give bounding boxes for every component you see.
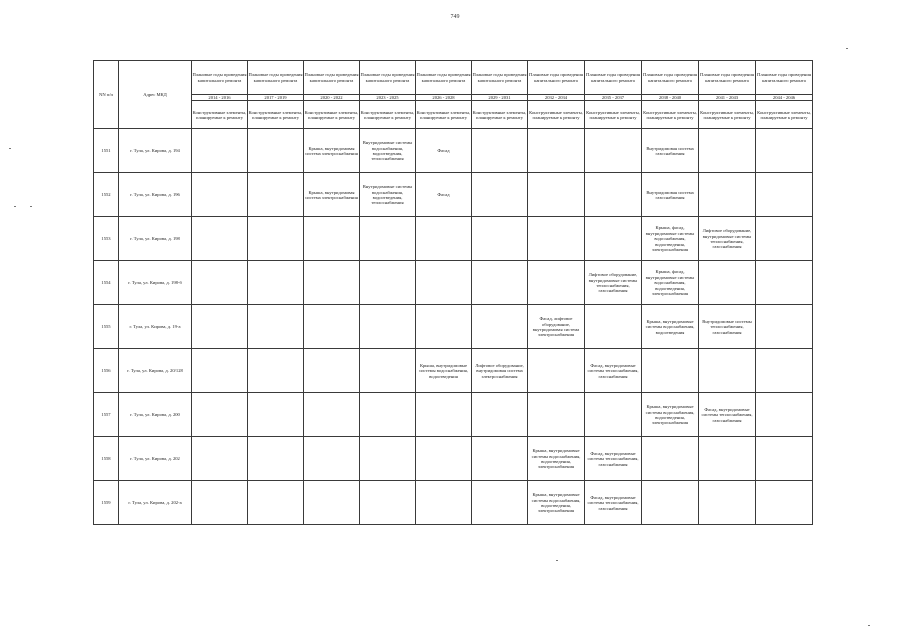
repair-elements-cell <box>304 261 360 305</box>
repair-elements-cell <box>472 393 528 437</box>
header-years: 2032 - 2034 <box>528 95 585 101</box>
repair-elements-cell <box>248 305 304 349</box>
repair-elements-cell: Крыша, внутридомовые системы водоснабжения, водоотведения, электроснабжения <box>528 437 585 481</box>
repair-elements-cell <box>472 173 528 217</box>
repair-elements-cell <box>192 217 248 261</box>
repair-elements-cell <box>699 129 756 173</box>
repair-elements-cell <box>248 261 304 305</box>
header-element-label: Конструктивные элементы, планируемые к ремонту <box>528 101 585 129</box>
repair-elements-cell: Внутридомовые системы водоснабжения, водоотведения, теплоснабжения <box>360 173 416 217</box>
repair-elements-cell: Лифтовое оборудование, внутридомовая система электроснабжения <box>472 349 528 393</box>
table-row <box>94 393 813 437</box>
repair-elements-cell <box>360 261 416 305</box>
repair-elements-cell <box>756 349 813 393</box>
repair-elements-cell <box>304 393 360 437</box>
repair-elements-cell: Фасад, внутридомовые системы теплоснабжения, газоснабжения <box>585 437 642 481</box>
header-period-title: Плановые годы проведения капитального ремонта <box>192 61 248 95</box>
repair-elements-cell <box>756 393 813 437</box>
repair-elements-cell <box>699 261 756 305</box>
repair-elements-cell: Внутридомовые системы теплоснабжения, газоснабжения <box>699 305 756 349</box>
repair-elements-cell <box>528 173 585 217</box>
repair-elements-cell: Внутридомовые системы водоснабжения, водоотведения, теплоснабжения <box>360 129 416 173</box>
repair-elements-cell <box>472 129 528 173</box>
header-period-title: Плановые годы проведения капитального ремонта <box>416 61 472 95</box>
row-number: 1553 <box>94 217 119 261</box>
repair-elements-cell: Крыша, внутридомовые системы водоснабжения, водоотведения, электроснабжения <box>528 481 585 525</box>
repair-elements-cell <box>642 481 699 525</box>
scan-speck <box>14 206 16 207</box>
repair-elements-cell <box>360 217 416 261</box>
repair-elements-cell <box>585 393 642 437</box>
repair-elements-cell <box>699 481 756 525</box>
header-element-label: Конструктивные элементы, планируемые к ремонту <box>360 101 416 129</box>
repair-elements-cell <box>304 217 360 261</box>
repair-elements-cell <box>528 129 585 173</box>
row-address: г. Тула, ул. Кирова, д. 198-б <box>119 261 192 305</box>
repair-elements-cell: Фасад <box>416 173 472 217</box>
header-years: 2020 - 2022 <box>304 95 360 101</box>
table-row <box>94 217 813 261</box>
header-period-title: Плановые годы проведения капитального ремонта <box>360 61 416 95</box>
repair-elements-cell <box>416 261 472 305</box>
repair-elements-cell <box>472 261 528 305</box>
header-element-label: Конструктивные элементы, планируемые к ремонту <box>192 101 248 129</box>
scan-speck <box>868 625 870 626</box>
repair-elements-cell <box>192 173 248 217</box>
repair-elements-cell <box>360 437 416 481</box>
repair-elements-cell <box>585 217 642 261</box>
scan-speck <box>9 148 11 149</box>
repair-elements-cell <box>756 173 813 217</box>
header-period-title: Плановые годы проведения капитального ремонта <box>585 61 642 95</box>
header-address: Адрес МКД <box>119 61 192 129</box>
repair-elements-cell <box>248 437 304 481</box>
row-number: 1556 <box>94 349 119 393</box>
row-number: 1559 <box>94 481 119 525</box>
repair-elements-cell <box>756 305 813 349</box>
repair-elements-cell <box>585 305 642 349</box>
row-address: г. Тула, ул. Кирова, д. 196 <box>119 173 192 217</box>
scan-speck <box>556 560 558 561</box>
repair-elements-cell <box>756 129 813 173</box>
repair-elements-cell <box>248 173 304 217</box>
repair-elements-cell <box>416 305 472 349</box>
repair-elements-cell: Крыша, фасад, внутридомовые системы водоснабжения, водоотведения, электроснабжения <box>642 217 699 261</box>
repair-elements-cell <box>585 129 642 173</box>
row-address: г. Тула, ул. Кирова, д. 202 <box>119 437 192 481</box>
header-years: 2026 - 2028 <box>416 95 472 101</box>
header-period-title: Плановые годы проведения капитального ремонта <box>304 61 360 95</box>
repair-elements-cell <box>248 129 304 173</box>
table-row <box>94 173 813 217</box>
table-body <box>94 129 813 525</box>
repair-elements-cell <box>528 393 585 437</box>
repair-elements-cell <box>756 481 813 525</box>
row-number: 1555 <box>94 305 119 349</box>
repair-elements-cell <box>360 393 416 437</box>
scan-speck <box>846 48 848 49</box>
page-number: 749 <box>450 14 460 20</box>
repair-elements-cell <box>192 349 248 393</box>
repair-elements-cell <box>528 349 585 393</box>
repair-elements-cell <box>642 349 699 393</box>
header-years: 2041 - 2043 <box>699 95 756 101</box>
repair-elements-cell <box>360 481 416 525</box>
repair-elements-cell <box>192 305 248 349</box>
repair-elements-cell <box>699 349 756 393</box>
header-period-title: Плановые годы проведения капитального ремонта <box>642 61 699 95</box>
table-row <box>94 481 813 525</box>
header-element-label: Конструктивные элементы, планируемые к ремонту <box>304 101 360 129</box>
header-num: NN п/п <box>94 61 119 129</box>
repair-elements-cell <box>699 437 756 481</box>
header-element-label: Конструктивные элементы, планируемые к ремонту <box>699 101 756 129</box>
repair-elements-cell <box>416 217 472 261</box>
repair-elements-cell <box>248 393 304 437</box>
header-years: 2023 - 2025 <box>360 95 416 101</box>
repair-elements-cell: Крыша, фасад, внутридомовые системы водоснабжения, водоотведения, электроснабжения <box>642 261 699 305</box>
row-number: 1551 <box>94 129 119 173</box>
table-row <box>94 129 813 173</box>
repair-elements-cell <box>304 305 360 349</box>
repair-elements-cell: Фасад, внутридомовые системы теплоснабжения, газоснабжения <box>585 481 642 525</box>
repair-elements-cell: Лифтовое оборудование, внутридомовые системы теплоснабжения, газоснабжения <box>699 217 756 261</box>
repair-elements-cell <box>528 261 585 305</box>
row-number: 1558 <box>94 437 119 481</box>
repair-elements-cell <box>248 349 304 393</box>
header-element-label: Конструктивные элементы, планируемые к ремонту <box>472 101 528 129</box>
repair-elements-cell <box>304 349 360 393</box>
repair-elements-cell: Фасад, внутридомовые системы теплоснабжения, газоснабжения <box>699 393 756 437</box>
header-period-title: Плановые годы проведения капитального ремонта <box>528 61 585 95</box>
table-row <box>94 349 813 393</box>
repair-elements-cell <box>756 261 813 305</box>
repair-elements-cell <box>192 437 248 481</box>
repair-elements-cell <box>472 305 528 349</box>
repair-elements-cell <box>192 129 248 173</box>
header-period-title: Плановые годы проведения капитального ремонта <box>248 61 304 95</box>
capital-repair-schedule-table <box>93 60 813 525</box>
header-years: 2038 - 2040 <box>642 95 699 101</box>
repair-elements-cell <box>416 481 472 525</box>
table-row <box>94 305 813 349</box>
repair-elements-cell <box>248 217 304 261</box>
repair-elements-cell: Внутридомовая система газоснабжения <box>642 173 699 217</box>
repair-elements-cell: Крыша, внутридомовые системы водоснабжения, водоотведения, электроснабжения <box>642 393 699 437</box>
repair-elements-cell <box>248 481 304 525</box>
repair-elements-cell <box>192 393 248 437</box>
header-years: 2029 - 2031 <box>472 95 528 101</box>
repair-elements-cell <box>528 217 585 261</box>
header-period-title: Плановые годы проведения капитального ремонта <box>472 61 528 95</box>
row-address: г. Тула, ул. Кирова, д. 198 <box>119 217 192 261</box>
repair-elements-cell <box>642 437 699 481</box>
repair-elements-cell <box>192 261 248 305</box>
scan-speck <box>30 206 32 207</box>
repair-elements-cell: Крыша, внутридомовые системы водоснабжения, водоотведения <box>642 305 699 349</box>
table-header <box>94 61 813 129</box>
repair-elements-cell <box>699 173 756 217</box>
repair-elements-cell <box>472 217 528 261</box>
row-number: 1557 <box>94 393 119 437</box>
repair-elements-cell <box>756 437 813 481</box>
repair-elements-cell <box>472 481 528 525</box>
repair-elements-cell: Фасад, внутридомовые системы теплоснабжения, газоснабжения <box>585 349 642 393</box>
repair-elements-cell: Крыша, внутридомовая система электроснабжения <box>304 129 360 173</box>
repair-elements-cell: Фасад <box>416 129 472 173</box>
repair-elements-cell: Крыша, внутридомовые системы водоснабжения, водоотведения <box>416 349 472 393</box>
repair-elements-cell <box>360 349 416 393</box>
row-address: г. Тула, ул. Кирова, д. 202-а <box>119 481 192 525</box>
row-address: г. Тула, ул. Кирова, д. 20/128 <box>119 349 192 393</box>
header-years: 2044 - 2046 <box>756 95 813 101</box>
header-element-label: Конструктивные элементы, планируемые к ремонту <box>416 101 472 129</box>
repair-elements-cell <box>585 173 642 217</box>
repair-elements-cell <box>416 437 472 481</box>
header-years: 2017 - 2019 <box>248 95 304 101</box>
repair-elements-cell: Внутридомовая система газоснабжения <box>642 129 699 173</box>
row-address: г. Тула, ул. Кирова, д. 19-а <box>119 305 192 349</box>
header-period-title: Плановые годы проведения капитального ремонта <box>699 61 756 95</box>
repair-elements-cell <box>472 437 528 481</box>
header-years: 2035 - 2037 <box>585 95 642 101</box>
header-element-label: Конструктивные элементы, планируемые к ремонту <box>642 101 699 129</box>
header-period-title: Плановые годы проведения капитального ремонта <box>756 61 813 95</box>
row-address: г. Тула, ул. Кирова, д. 200 <box>119 393 192 437</box>
table-row <box>94 261 813 305</box>
table-row <box>94 437 813 481</box>
row-address: г. Тула, ул. Кирова, д. 194 <box>119 129 192 173</box>
header-element-label: Конструктивные элементы, планируемые к ремонту <box>585 101 642 129</box>
repair-elements-cell <box>304 481 360 525</box>
repair-elements-cell: Крыша, внутридомовая система электроснабжения <box>304 173 360 217</box>
header-element-label: Конструктивные элементы, планируемые к ремонту <box>248 101 304 129</box>
repair-elements-cell: Лифтовое оборудование, внутридомовые системы теплоснабжения, газоснабжения <box>585 261 642 305</box>
repair-elements-cell <box>192 481 248 525</box>
header-years: 2014 - 2016 <box>192 95 248 101</box>
repair-elements-cell <box>416 393 472 437</box>
header-element-label: Конструктивные элементы, планируемые к ремонту <box>756 101 813 129</box>
repair-elements-cell <box>304 437 360 481</box>
row-number: 1552 <box>94 173 119 217</box>
repair-elements-cell <box>756 217 813 261</box>
repair-elements-cell <box>360 305 416 349</box>
repair-elements-cell: Фасад, лифтовое оборудование, внутридомовая система электроснабжения <box>528 305 585 349</box>
row-number: 1554 <box>94 261 119 305</box>
